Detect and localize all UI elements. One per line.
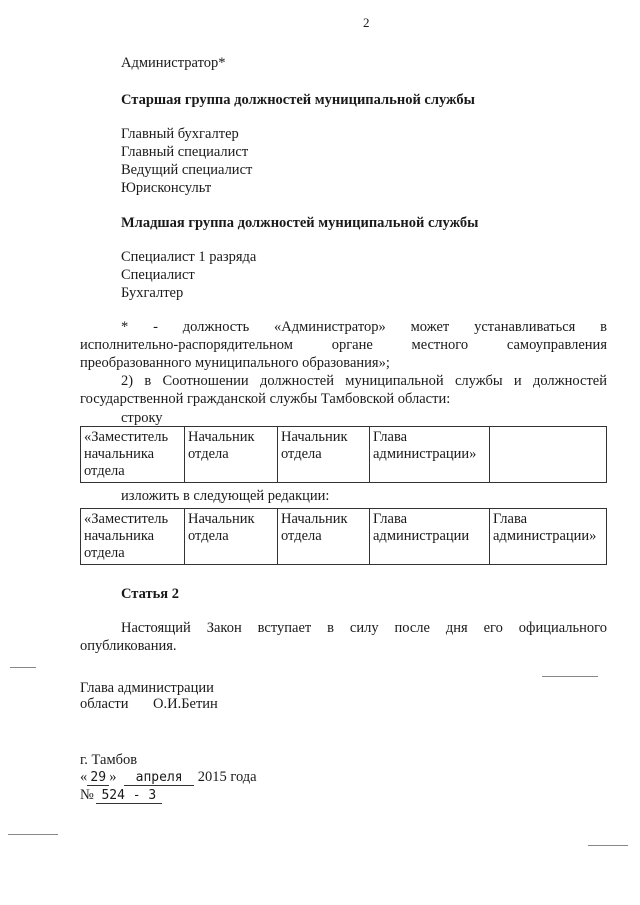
- item2-line: строку: [121, 410, 163, 426]
- place: г. Тамбов: [80, 752, 138, 768]
- date-close-quote: »: [109, 769, 117, 785]
- signature-label: области: [80, 696, 129, 712]
- date-open-quote: «: [80, 769, 88, 785]
- scan-mark: [10, 667, 36, 668]
- article-heading: Статья 2: [121, 586, 179, 602]
- table-row: [81, 427, 607, 483]
- replace-instruction: изложить в следующей редакции:: [121, 488, 330, 504]
- table-cell: Начальник отдела: [278, 509, 370, 565]
- article-text-line: опубликования.: [80, 638, 177, 654]
- table-original-row: [80, 426, 607, 483]
- article-text-line: Настоящий Закон вступает в силу после дня его официального: [121, 620, 607, 636]
- junior-group-heading: Младшая группа должностей муниципальной службы: [121, 215, 479, 231]
- page-number: 2: [363, 15, 370, 30]
- signature-name: О.И.Бетин: [153, 696, 218, 712]
- table-cell: Глава администрации»: [490, 509, 607, 565]
- junior-item: Специалист: [121, 267, 195, 283]
- table-cell: Глава администрации: [370, 509, 490, 565]
- table-cell: Глава администрации»: [370, 427, 490, 483]
- footnote-line: * - должность «Администратор» может устанавливаться в: [121, 319, 607, 335]
- senior-item: Юрисконсульт: [121, 180, 212, 196]
- junior-item: Бухгалтер: [121, 285, 184, 301]
- table-cell: «Заместитель начальника отдела: [81, 509, 185, 565]
- date-year: 2015 года: [197, 769, 257, 785]
- date-day: 29: [87, 770, 109, 786]
- scan-mark: [542, 676, 598, 677]
- scan-mark: [8, 834, 58, 835]
- administrator-position: Администратор*: [121, 55, 226, 71]
- table-cell: Начальник отдела: [278, 427, 370, 483]
- senior-item: Ведущий специалист: [121, 162, 253, 178]
- number-prefix: №: [80, 787, 94, 803]
- table-cell: «Заместитель начальника отдела: [81, 427, 185, 483]
- document-number: [80, 787, 162, 804]
- item2-line: государственной гражданской службы Тамбовской области:: [80, 391, 451, 407]
- table-cell: Начальник отдела: [185, 509, 278, 565]
- footnote-line: исполнительно-распорядительном органе местного самоуправления: [80, 337, 607, 353]
- scan-mark: [588, 845, 628, 846]
- senior-item: Главный специалист: [121, 144, 249, 160]
- date-month: апреля: [124, 770, 194, 786]
- junior-item: Специалист 1 разряда: [121, 249, 257, 265]
- senior-group-heading: Старшая группа должностей муниципальной службы: [121, 92, 475, 108]
- table-row: [81, 509, 607, 565]
- date-line: [80, 769, 257, 786]
- table-new-row: [80, 508, 607, 565]
- item2-line: 2) в Соотношении должностей муниципальной службы и должностей: [121, 373, 607, 389]
- signature-title: Глава администрации: [80, 680, 214, 696]
- senior-item: Главный бухгалтер: [121, 126, 239, 142]
- footnote-line: преобразованного муниципального образования»;: [80, 355, 390, 371]
- table-cell: Начальник отдела: [185, 427, 278, 483]
- number-value: 524 - 3: [96, 788, 162, 804]
- table-cell: [490, 427, 607, 483]
